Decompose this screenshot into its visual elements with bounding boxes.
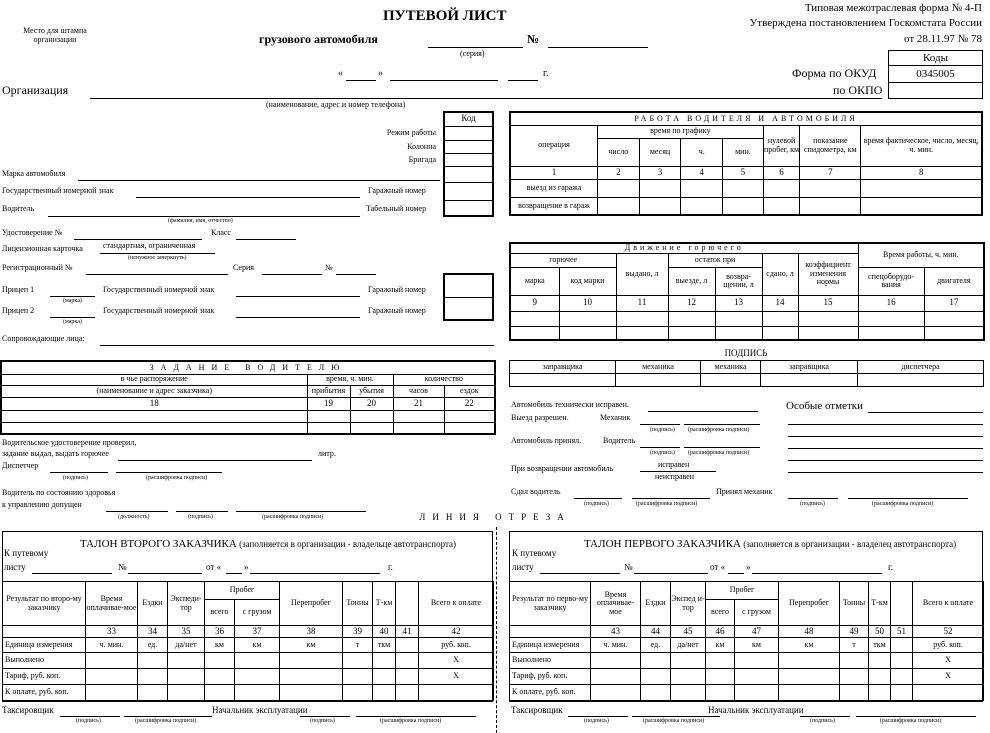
cut-line-label: ЛИНИЯ ОТРЕЗА — [419, 512, 571, 522]
talon1-unit: да/нет — [671, 638, 706, 653]
work-fact: время фактическое, число, месяц, ч. мин. — [861, 125, 982, 166]
osobye-line-2[interactable] — [788, 424, 983, 425]
date-quote-close: » — [378, 68, 383, 79]
talon2-ezdki: Ездки — [138, 582, 168, 626]
vyezd-razr-label: Выезд разрешен. — [511, 413, 569, 422]
osobye-label: Особые отметки — [786, 400, 863, 412]
fuel-vydano: выдано, л — [616, 253, 668, 295]
task-chasov: часов — [393, 385, 444, 397]
osobye-line-1[interactable] — [868, 412, 983, 413]
date-month-line[interactable] — [390, 80, 498, 81]
talon1-num: 48 — [779, 626, 840, 638]
talon2-vypoln: Выполнено — [3, 653, 86, 669]
talon2-edin: Единица измерения — [3, 638, 86, 653]
fuel-goruchee: горючее — [510, 253, 616, 267]
klass-label: Класс — [211, 228, 231, 237]
prinyal-meh-name-line[interactable] — [848, 498, 968, 499]
pricep1-marka-hint: (марка) — [63, 298, 82, 304]
fuel-kod: код марки — [559, 267, 616, 295]
udost-label: Удостоверение № — [2, 228, 63, 237]
fuel-koef: коэффициент изменения нормы — [798, 253, 858, 295]
fuel-num: 14 — [762, 295, 798, 311]
talon1-taks-sign-line[interactable] — [568, 716, 628, 717]
work-num: 5 — [723, 166, 764, 179]
soprov-line[interactable] — [100, 345, 494, 346]
talon1-nach-name-line[interactable] — [856, 716, 976, 717]
talon2-nach: Начальник эксплуатации — [212, 705, 308, 715]
talon1-table — [509, 581, 984, 701]
seria-hint: (серия) — [460, 49, 485, 58]
marka-label: Марка автомобиля — [2, 169, 66, 178]
prinyal-meh-sign-line[interactable] — [788, 498, 838, 499]
talon2-unit: руб. коп. — [419, 638, 494, 653]
fuel-specob: спецоборудо-вания — [858, 267, 924, 295]
talon2-num: 40 — [373, 626, 396, 638]
voditel-line[interactable] — [48, 216, 360, 217]
work-nulevoi: нулевой пробег, км — [763, 125, 800, 166]
work-num: 4 — [681, 166, 723, 179]
sdal-label: Сдал водитель — [511, 487, 561, 496]
talon2-title-sub: (заполняется в организации - владельце автотранспорта) — [239, 539, 457, 549]
talon1-title-sub: (заполняется в организации - владелец автотранспорта) — [743, 539, 957, 549]
licenz-value[interactable]: стандартная, ограниченная — [103, 241, 196, 250]
codes-header: Коды — [888, 50, 983, 66]
work-num: 6 — [763, 166, 800, 179]
brigada-label: Бригада — [408, 155, 436, 164]
talon2-taks-sign-hint: (подпись) — [76, 718, 101, 724]
talon2-num: 38 — [280, 626, 343, 638]
talon1-num: 47 — [735, 626, 779, 638]
fuel-num: 13 — [715, 295, 762, 311]
talon1-num: 50 — [869, 626, 891, 638]
talon1-g: г. — [888, 562, 893, 572]
talon2-unit: т — [343, 638, 373, 653]
dopusk-sign-hint: (подпись) — [188, 514, 213, 520]
mehanik-sign-line[interactable] — [640, 424, 680, 425]
talon1-taks-name-line[interactable] — [632, 716, 720, 717]
talon2-num: 39 — [343, 626, 373, 638]
litr-label: литр. — [318, 449, 336, 458]
approved: Утверждена постановлением Госкомстата России — [749, 17, 982, 29]
okud-value[interactable]: 0345005 — [888, 65, 983, 83]
talon1-num: 45 — [671, 626, 706, 638]
prinyal-meh-sign-hint: (подпись) — [800, 501, 825, 507]
form-title: ПУТЕВОЙ ЛИСТ — [383, 8, 507, 24]
dispetcher-name-line[interactable] — [116, 472, 222, 473]
talon2-unit: км — [235, 638, 280, 653]
talon1-eksped: Экспед и-тор — [671, 582, 706, 626]
talon2-unit: ткм — [373, 638, 396, 653]
task-vremya: время, ч. мин. — [307, 374, 393, 385]
dispetcher-sign-hint: (подпись) — [63, 475, 88, 481]
talon1-nach-sign-hint: (подпись) — [810, 718, 835, 724]
talon1-title-main: ТАЛОН ПЕРВОГО ЗАКАЗЧИКА — [584, 538, 741, 550]
pricep1-marka-line[interactable] — [50, 296, 95, 297]
talon1-sgruzom: с грузом — [735, 600, 779, 626]
fuel-num: 16 — [858, 295, 924, 311]
talon1-num: 51 — [891, 626, 913, 638]
talon1-num: 49 — [840, 626, 869, 638]
tabel-label: Табельный номер — [366, 204, 427, 213]
talon1-vsego: всего — [706, 600, 735, 626]
pricep2-gos-label: Государственный номерной знак — [103, 306, 215, 315]
stamp-place: Место для штампа организации — [23, 26, 87, 44]
talon2-kopl: К оплате, руб. коп. — [3, 685, 86, 701]
fuel-title: Движение горючего — [510, 243, 858, 253]
seriya-line[interactable] — [262, 274, 322, 275]
talon1-edin: Единица измерения — [510, 638, 591, 653]
osobye-line-3[interactable] — [788, 436, 983, 437]
podpis-col: диспетчера — [858, 361, 984, 374]
talon2-q2: » — [244, 562, 249, 572]
dopusk-sign-line[interactable] — [176, 511, 228, 512]
task-ezdok: ездок — [444, 385, 495, 397]
work-vyezd: выезд из гаража — [510, 179, 597, 197]
talon1-vsegoopl: Всего к оплате — [913, 582, 984, 626]
reg-no-line[interactable] — [336, 274, 376, 275]
okpo-value[interactable] — [888, 82, 983, 99]
fuel-num: 9 — [510, 295, 559, 311]
talon2-g: г. — [388, 562, 393, 572]
date-day-line[interactable] — [346, 80, 376, 81]
podpis-table — [509, 360, 984, 387]
voditel2-sign-line[interactable] — [640, 447, 680, 448]
fuel-ostatok: остаток при — [668, 253, 762, 267]
pricep1-garazh-label: Гаражный номер — [368, 285, 426, 294]
licenz-hint: (ненужное зачеркнуть) — [128, 255, 187, 261]
fuel-num: 12 — [668, 295, 715, 311]
sdal-name-hint: (расшифровка подписи) — [636, 501, 698, 507]
work-spido: показание спидометра, км — [800, 125, 861, 166]
podpis-col: заправщика — [510, 361, 616, 374]
goruchee-line[interactable] — [118, 460, 312, 461]
talon1-pereprobeg: Перепробег — [779, 582, 840, 626]
talon2-title — [80, 538, 456, 550]
talon2-vsego: всего — [205, 600, 235, 626]
mehanik-label: Механик — [600, 413, 631, 422]
podpis-col: механика — [701, 361, 761, 374]
talon1-title — [584, 538, 956, 550]
talon2-probeg: Пробег — [205, 582, 280, 600]
reg-line[interactable] — [86, 274, 228, 275]
talon2-num: 37 — [235, 626, 280, 638]
talon1-tonny: Тонны — [840, 582, 869, 626]
talon2-res: Результат по второ-му заказчику — [3, 582, 86, 626]
prinyal-meh-name-hint: (расшифровка подписи) — [872, 501, 934, 507]
number-sign: № — [527, 32, 540, 46]
talon2-vsegoopl: Всего к оплате — [419, 582, 494, 626]
podpis-col: заправщика — [761, 361, 858, 374]
talon1-vypoln: Выполнено — [510, 653, 591, 669]
task-num: 18 — [1, 397, 307, 410]
podpis-title: ПОДПИСЬ — [724, 348, 768, 358]
talon2-nach-sign-line[interactable] — [300, 716, 350, 717]
talon1-no: № — [624, 562, 633, 572]
talon2-taks: Таксировщик — [2, 705, 54, 715]
reg-label: Регистрационный № — [2, 263, 73, 272]
garazh-label: Гаражный номер — [368, 186, 426, 195]
talon1-unit: ед. — [641, 638, 671, 653]
talon2-nach-sign-hint: (подпись) — [310, 718, 335, 724]
dopusk-dolzh-line[interactable] — [106, 511, 168, 512]
fuel-vyezde: выезде, л — [668, 267, 715, 295]
task-pribytiya: прибытия — [307, 385, 350, 397]
talon1-unit: км — [735, 638, 779, 653]
prov-line1: Водительское удостоверение проверил, — [2, 438, 137, 447]
date-year-line[interactable] — [508, 80, 538, 81]
sost-line2: к управлению допущен — [2, 500, 82, 509]
talon2-taks-name-hint: (расшифровка подписи) — [135, 718, 197, 724]
talon2-k-put: К путевому — [4, 548, 49, 558]
prinyal-meh-label: Принял механик — [716, 487, 773, 496]
work-ch: ч. — [681, 138, 723, 166]
talon2-unit — [396, 638, 419, 653]
talon2-sgruzom: с грузом — [235, 600, 280, 626]
pricep2-gos-line[interactable] — [236, 317, 360, 318]
fio-hint: (фамилия, имя, отчество) — [168, 218, 233, 224]
talon1-unit — [891, 638, 913, 653]
talon1-vremya: Время оплачивае-мое — [591, 582, 641, 626]
talon1-num: 44 — [641, 626, 671, 638]
voditel-label: Водитель — [2, 204, 35, 213]
okud-label: Форма по ОКУД — [792, 66, 877, 80]
seriya-label: Серия — [233, 263, 254, 272]
prov-line2: задание выдал, выдать горючее — [2, 449, 109, 458]
form-type: Типовая межотраслевая форма № 4-П — [804, 2, 982, 14]
sost-line1: Водитель по состоянию здоровья — [2, 488, 116, 497]
sdal-sign-hint: (подпись) — [584, 501, 609, 507]
talon1-res: Результат по перво-му заказчику — [510, 582, 591, 626]
sdal-sign-line[interactable] — [574, 498, 622, 499]
talon1-nach: Начальник эксплуатации — [708, 705, 804, 715]
fuel-num: 17 — [924, 295, 984, 311]
dispetcher-label: Диспетчер — [2, 461, 39, 470]
task-ubytiya: убытия — [350, 385, 393, 397]
work-num: 2 — [597, 166, 639, 179]
talon2-num: 36 — [205, 626, 235, 638]
talon1-num: 46 — [706, 626, 735, 638]
fuel-vremya: Время работы, ч. мин. — [858, 243, 984, 267]
task-vchei: в чье распоряжение — [1, 374, 307, 385]
talon1-ezdki: Ездки — [641, 582, 671, 626]
talon2-taks-sign-line[interactable] — [60, 716, 120, 717]
talon1-kopl: К оплате, руб. коп. — [510, 685, 591, 701]
sdal-name-line[interactable] — [632, 498, 710, 499]
kolonna-label: Колонна — [407, 142, 436, 151]
fuel-vozvrash: возвра-щении, л — [715, 267, 762, 295]
work-title: РАБОТА ВОДИТЕЛЯ И АВТОМОБИЛЯ — [510, 112, 982, 125]
task-kol: количество — [393, 374, 495, 385]
talon2-no: № — [118, 562, 127, 572]
fuel-num: 10 — [559, 295, 616, 311]
date-year-label: г. — [543, 68, 549, 79]
marka-line[interactable] — [78, 180, 440, 181]
talon1-num: 43 — [591, 626, 641, 638]
talon2-x: X — [419, 669, 494, 685]
fuel-table — [509, 242, 985, 341]
reg-no-label: № — [325, 263, 333, 272]
org-label: Организация — [2, 83, 69, 97]
talon1-num: 52 — [913, 626, 984, 638]
talon2-num: 33 — [86, 626, 138, 638]
work-grafik: время по графику — [597, 125, 763, 138]
talon1-probeg: Пробег — [706, 582, 779, 600]
osobye-line-5[interactable] — [788, 460, 983, 461]
fuel-sdano: сдано, л — [762, 253, 798, 295]
talon2-x: X — [419, 653, 494, 669]
task-title: ЗАДАНИЕ ВОДИТЕЛЮ — [1, 361, 495, 374]
osobye-line-4[interactable] — [788, 448, 983, 449]
talon2-ot: от « — [206, 562, 222, 572]
date-quote-open: « — [338, 68, 343, 79]
ispr-option[interactable]: исправен — [658, 460, 690, 469]
talon2-title-main: ТАЛОН ВТОРОГО ЗАКАЗЧИКА — [80, 538, 237, 550]
dispetcher-name-hint: (расшифровка подписи) — [146, 475, 208, 481]
cut-divider — [496, 527, 497, 733]
pricep1-label: Прицеп 1 — [2, 285, 35, 294]
talon1-tarif: Тариф, руб. коп. — [510, 669, 591, 685]
work-num: 1 — [510, 166, 597, 179]
pricep1-gos-label: Государственный номерной знак — [103, 285, 215, 294]
talon2-taks-name-line[interactable] — [124, 716, 212, 717]
talon1-unit: руб. коп. — [913, 638, 984, 653]
voditel2-name-line[interactable] — [684, 447, 760, 448]
okpo-label: по ОКПО — [833, 83, 883, 97]
pricep2-garazh-label: Гаражный номер — [368, 306, 426, 315]
talon2-num: 34 — [138, 626, 168, 638]
rezhim-label: Режим работы — [386, 128, 436, 137]
talon2-pereprobeg: Перепробег — [280, 582, 343, 626]
neispr-option[interactable]: неисправен — [655, 472, 695, 481]
task-table — [0, 360, 496, 435]
task-naim: (наименование и адрес заказчика) — [1, 385, 307, 397]
form-subtitle: грузового автомобиля — [259, 32, 378, 46]
talon1-k-put: К путевому — [512, 548, 557, 558]
talon1-unit: км — [779, 638, 840, 653]
pricep2-label: Прицеп 2 — [2, 306, 35, 315]
mehanik-name-line[interactable] — [684, 424, 760, 425]
gos-znak-line[interactable] — [136, 197, 360, 198]
talon1-unit: ч. мин. — [591, 638, 641, 653]
talon1-taks: Таксировщик — [511, 705, 563, 715]
udost-line[interactable] — [74, 239, 202, 240]
work-operacia: операция — [510, 125, 597, 166]
talon2-num: 35 — [168, 626, 205, 638]
work-num: 7 — [800, 166, 861, 179]
seria-line[interactable] — [428, 47, 523, 48]
talon1-nach-name-hint: (расшифровка подписи) — [880, 718, 942, 724]
prinyal-label: Автомобиль принял. — [511, 436, 582, 445]
podpis-col: механика — [616, 361, 701, 374]
fuel-marka: марка — [510, 267, 559, 295]
talon2-table — [2, 581, 494, 701]
talon2-num: 41 — [396, 626, 419, 638]
talon2-num: 42 — [419, 626, 494, 638]
talon1-unit: км — [706, 638, 735, 653]
approved-date: от 28.11.97 № 78 — [904, 33, 982, 45]
ispraven-label: Автомобиль технически исправен. — [511, 400, 629, 409]
talon2-vremya: Время оплачивае-мое — [86, 582, 138, 626]
osobye-line-6[interactable] — [788, 472, 983, 473]
work-num: 3 — [639, 166, 681, 179]
work-min: мин. — [723, 138, 764, 166]
work-chislo: число — [597, 138, 639, 166]
number-line[interactable] — [548, 47, 648, 48]
talon2-nach-name-line[interactable] — [356, 716, 476, 717]
talon2-unit: км — [280, 638, 343, 653]
fuel-dvig: двигателя — [924, 267, 984, 295]
mehanik-name-hint: (расшифровка подписи) — [688, 427, 750, 433]
talon2-tonny: Тонны — [343, 582, 373, 626]
talon2-nach-name-hint: (расшифровка подписи) — [380, 718, 442, 724]
dopusk-name-hint: (расшифровка подписи) — [262, 514, 324, 520]
code-header: Код — [461, 113, 476, 123]
gos-znak-label: Государственный номерной знак — [2, 186, 114, 195]
org-line[interactable] — [90, 98, 882, 99]
talon1-nach-sign-line[interactable] — [800, 716, 850, 717]
work-table — [509, 111, 983, 216]
talon1-tkm: Т-км — [869, 582, 891, 626]
voditel2-label: Водитель — [603, 436, 636, 445]
talon2-unit: ед. — [138, 638, 168, 653]
work-num: 8 — [861, 166, 982, 179]
talon2-unit: км — [205, 638, 235, 653]
talon2-tkm: Т-км — [373, 582, 396, 626]
pricep1-gos-line[interactable] — [236, 296, 360, 297]
talon2-unit: ч. мин. — [86, 638, 138, 653]
talon1-x: X — [913, 669, 984, 685]
dispetcher-sign-line[interactable] — [50, 472, 108, 473]
soprov-label: Сопровождающие лица: — [2, 334, 85, 343]
talon1-unit: т — [840, 638, 869, 653]
talon1-taks-sign-hint: (подпись) — [584, 718, 609, 724]
talon1-q2: » — [746, 562, 751, 572]
voditel2-sign-hint: (подпись) — [650, 450, 675, 456]
talon1-x: X — [913, 653, 984, 669]
talon1-ot: от « — [710, 562, 726, 572]
work-mesyac: месяц — [639, 138, 681, 166]
dopusk-dolzh-hint: (должность) — [118, 514, 150, 520]
licenz-label: Лицензионная карточка — [2, 244, 83, 253]
pri-vozvr-label: При возвращении автомобиль — [511, 464, 614, 473]
task-num: 22 — [444, 397, 495, 410]
talon2-eksped: Экспеди-тор — [168, 582, 205, 626]
talon2-tarif: Тариф, руб. коп. — [3, 669, 86, 685]
fuel-num: 15 — [798, 295, 858, 311]
dopusk-name-line[interactable] — [236, 511, 366, 512]
talon2-unit: да/нет — [168, 638, 205, 653]
talon1-listu: листу — [512, 562, 534, 572]
talon1-unit: ткм — [869, 638, 891, 653]
task-num: 19 — [307, 397, 350, 410]
org-hint: (наименование, адрес и номер телефона) — [266, 100, 406, 109]
talon1-taks-name-hint: (расшифровка подписи) — [643, 718, 705, 724]
klass-line[interactable] — [236, 239, 296, 240]
pricep2-marka-line[interactable] — [50, 317, 95, 318]
fuel-num: 11 — [616, 295, 668, 311]
work-vozvr: возвращение в гараж — [510, 197, 597, 215]
talon2-listu: листу — [4, 562, 26, 572]
pricep2-marka-hint: (марка) — [63, 319, 82, 325]
task-num: 20 — [350, 397, 393, 410]
mehanik-sign-hint: (подпись) — [650, 427, 675, 433]
voditel2-name-hint: (расшифровка подписи) — [688, 450, 750, 456]
task-num: 21 — [393, 397, 444, 410]
